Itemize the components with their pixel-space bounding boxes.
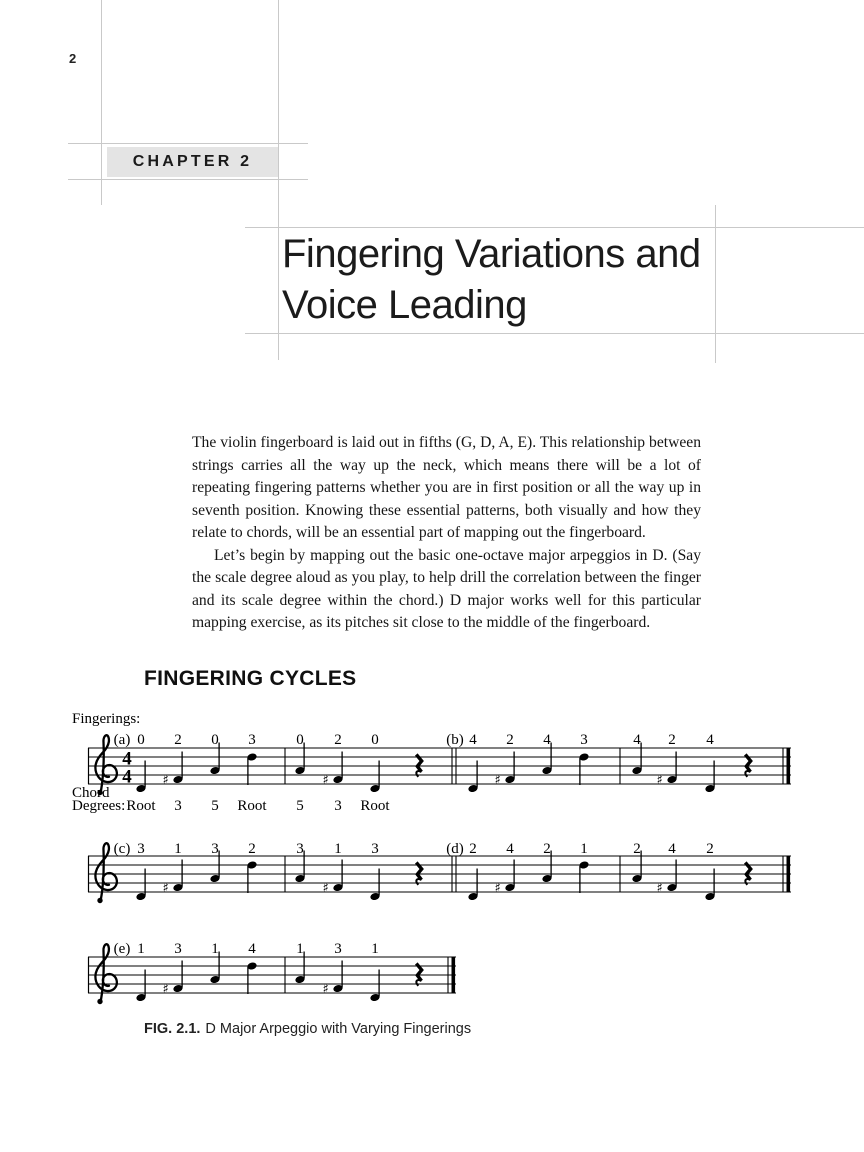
- fingering-number: 3: [137, 841, 145, 857]
- chapter-title-line-2: Voice Leading: [282, 283, 527, 327]
- grid-line-vertical-right: [715, 205, 716, 363]
- sharp-icon: ♯: [162, 773, 169, 788]
- fingering-number: 4: [248, 941, 256, 957]
- fingering-number: 4: [543, 732, 551, 748]
- quarter-rest-hook: [416, 771, 421, 777]
- fingering-number: 4: [469, 732, 477, 748]
- fingering-number: 2: [469, 841, 477, 857]
- fingering-number: 1: [211, 941, 219, 957]
- music-system-1: [0, 700, 864, 825]
- fingerings-label: Fingerings:: [72, 711, 141, 727]
- fingering-number: 0: [137, 732, 145, 748]
- quarter-note: [247, 961, 258, 994]
- fingering-number: 2: [543, 841, 551, 857]
- section-label: (e): [113, 941, 131, 957]
- paragraph-1: The violin fingerboard is laid out in fifths (G, D, A, E). This relationship between strings carries all the way up the neck, which means there will be a lot of repeating fingering patterns whether you are in first position or all the way up in seventh position. Knowing these essential patterns, both visually and how they relate to chords, will be an essential part of mapping out the fingerboard.: [192, 434, 701, 541]
- grid-line-title-top: [245, 227, 864, 228]
- quarter-note: [136, 869, 147, 902]
- fingering-number: 3: [248, 732, 256, 748]
- section-label: (c): [113, 841, 131, 857]
- final-barline-thick: [787, 856, 791, 892]
- sharp-icon: ♯: [494, 773, 501, 788]
- fingering-number: 2: [506, 732, 514, 748]
- fingering-number: 1: [334, 841, 342, 857]
- fingering-number: 3: [371, 841, 379, 857]
- grid-line-chapter-top: [68, 143, 308, 144]
- quarter-note: [247, 752, 258, 785]
- quarter-note: [370, 869, 381, 902]
- quarter-rest-hook: [416, 980, 421, 986]
- quarter-rest-hook: [745, 771, 750, 777]
- figure-caption-text: D Major Arpeggio with Varying Fingerings: [205, 1021, 472, 1037]
- quarter-note: [579, 752, 590, 785]
- section-heading: FINGERING CYCLES: [144, 667, 357, 690]
- fingering-number: 2: [706, 841, 714, 857]
- quarter-note: [468, 761, 479, 794]
- fingering-number: 3: [580, 732, 588, 748]
- sharp-icon: ♯: [322, 881, 329, 896]
- chapter-label-box: [107, 147, 278, 177]
- fingering-number: 3: [334, 941, 342, 957]
- chord-degree: 3: [334, 798, 342, 814]
- section-label: (d): [446, 841, 464, 857]
- chord-degree: 5: [296, 798, 304, 814]
- fingering-number: 1: [137, 941, 145, 957]
- fingering-number: 2: [174, 732, 182, 748]
- fingering-number: 0: [371, 732, 379, 748]
- fingering-number: 2: [248, 841, 256, 857]
- chapter-title: [282, 229, 701, 331]
- chapter-title-line-1: Fingering Variations and: [282, 232, 701, 276]
- chord-degree: 3: [174, 798, 182, 814]
- fingering-number: 4: [506, 841, 514, 857]
- fingering-number: 1: [580, 841, 588, 857]
- fingering-number: 0: [211, 732, 219, 748]
- chord-label-line2: Degrees:: [72, 798, 126, 814]
- fingering-number: 1: [296, 941, 304, 957]
- chord-label-line1: Chord: [72, 785, 110, 801]
- fingering-number: 4: [706, 732, 714, 748]
- chord-degree: Root: [237, 798, 267, 814]
- quarter-note: [705, 869, 716, 902]
- fingering-number: 1: [174, 841, 182, 857]
- music-system-2: [0, 820, 864, 916]
- final-barline-thick: [787, 748, 791, 784]
- fingering-number: 2: [668, 732, 676, 748]
- fingering-number: 4: [668, 841, 676, 857]
- quarter-note: [705, 761, 716, 794]
- body-text: [192, 432, 701, 635]
- time-signature-bottom: 4: [122, 766, 132, 788]
- final-barline-thick: [452, 957, 456, 993]
- quarter-note: [247, 860, 258, 893]
- grid-line-vertical-mid: [278, 0, 279, 360]
- fingering-number: 3: [174, 941, 182, 957]
- grid-line-chapter-bottom: [68, 179, 308, 180]
- sharp-icon: ♯: [322, 982, 329, 997]
- quarter-note: [136, 761, 147, 794]
- fingering-number: 0: [296, 732, 304, 748]
- quarter-note: [370, 970, 381, 1003]
- grid-line-title-bottom: [245, 333, 864, 334]
- section-label: (b): [446, 732, 464, 748]
- sharp-icon: ♯: [322, 773, 329, 788]
- quarter-note: [136, 970, 147, 1003]
- time-signature-top: 4: [122, 748, 132, 770]
- quarter-note: [468, 869, 479, 902]
- chapter-label: CHAPTER 2: [132, 153, 253, 170]
- fingering-number: 3: [211, 841, 219, 857]
- quarter-note: [370, 761, 381, 794]
- chord-degree: 5: [211, 798, 219, 814]
- quarter-rest-hook: [416, 879, 421, 885]
- sharp-icon: ♯: [162, 881, 169, 896]
- page-number: 2: [69, 51, 77, 66]
- section-label: (a): [113, 732, 131, 748]
- fingering-number: 2: [334, 732, 342, 748]
- sharp-icon: ♯: [162, 982, 169, 997]
- fingering-number: 4: [633, 732, 641, 748]
- fingering-number: 3: [296, 841, 304, 857]
- fingering-number: 1: [371, 941, 379, 957]
- treble-clef-ball: [97, 999, 102, 1004]
- chord-degree: Root: [126, 798, 156, 814]
- figure-caption-label: FIG. 2.1.: [144, 1021, 201, 1037]
- chord-degree: Root: [360, 798, 390, 814]
- fingering-number: 2: [633, 841, 641, 857]
- treble-clef-ball: [97, 898, 102, 903]
- grid-line-vertical-left: [101, 0, 102, 205]
- quarter-rest-hook: [745, 879, 750, 885]
- sharp-icon: ♯: [656, 773, 663, 788]
- sharp-icon: ♯: [656, 881, 663, 896]
- figure-caption: [144, 1021, 471, 1037]
- paragraph-2: Let’s begin by mapping out the basic one-octave major arpeggios in D. (Say the scale degree aloud as you play, to help drill the correlation between the finger and its scale degree within the chord.) D major works well for this particular mapping exercise, as its pitches sit close to the middle of the fingerboard.: [192, 546, 701, 631]
- music-system-3: [0, 922, 864, 1015]
- sharp-icon: ♯: [494, 881, 501, 896]
- quarter-note: [579, 860, 590, 893]
